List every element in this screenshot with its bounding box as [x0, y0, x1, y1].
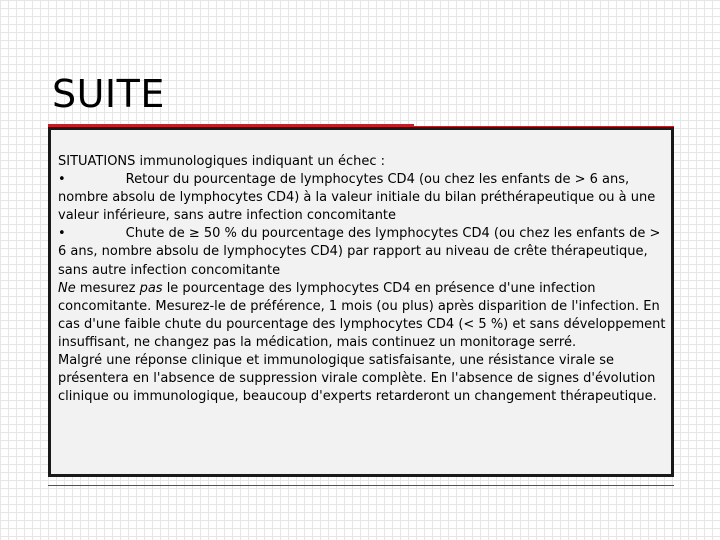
- note-paragraph: [58, 280, 668, 352]
- content-text: [58, 153, 668, 406]
- content-box: [48, 127, 674, 477]
- closing-paragraph: Malgré une réponse clinique et immunologique satisfaisante, une résistance virale se présentera en l'absence de suppression virale complète. En l'absence de signes d'évolution clinique ou immunologique, beaucoup d'experts retarderont un changement thérapeutique.: [58, 353, 657, 405]
- bullet-item: [58, 225, 668, 279]
- bullet-marker: •: [58, 226, 66, 242]
- bullet-text: Retour du pourcentage de lymphocytes CD4 (ou chez les enfants de > 6 ans, nombre absolu de lymphocytes CD4) à la valeur initiale du bilan préthérapeutique ou à une valeur inférieure, sans autre infection concomitante: [58, 172, 656, 224]
- bottom-rule-line: [48, 485, 674, 486]
- bullet-text: Chute de ≥ 50 % du pourcentage des lymphocytes CD4 (ou chez les enfants de > 6 ans, nombre absolu de lymphocytes CD4) par rapport au niveau de crête thérapeutique, sans autre infection concomitante: [58, 226, 661, 278]
- bullet-item: [58, 171, 668, 225]
- note-pas: pas: [139, 280, 163, 296]
- intro-text: SITUATIONS immunologiques indiquant un échec :: [58, 154, 386, 169]
- note-rest: le pourcentage des lymphocytes CD4 en présence d'une infection concomitante. Mesurez-le de préférence, 1 mois (ou plus) après disparition de l'infection. En cas d'une faible chute du pourcentage des lymphocytes CD4 (< 5 %) et sans développement insuffisant, ne changez pas la médication, mais continuez un monitorage serré.: [58, 280, 666, 350]
- note-ne: Ne: [58, 280, 76, 296]
- note-mesurez: mesurez: [75, 280, 140, 296]
- bullet-marker: •: [58, 172, 66, 188]
- slide-title: SUITE: [52, 72, 165, 116]
